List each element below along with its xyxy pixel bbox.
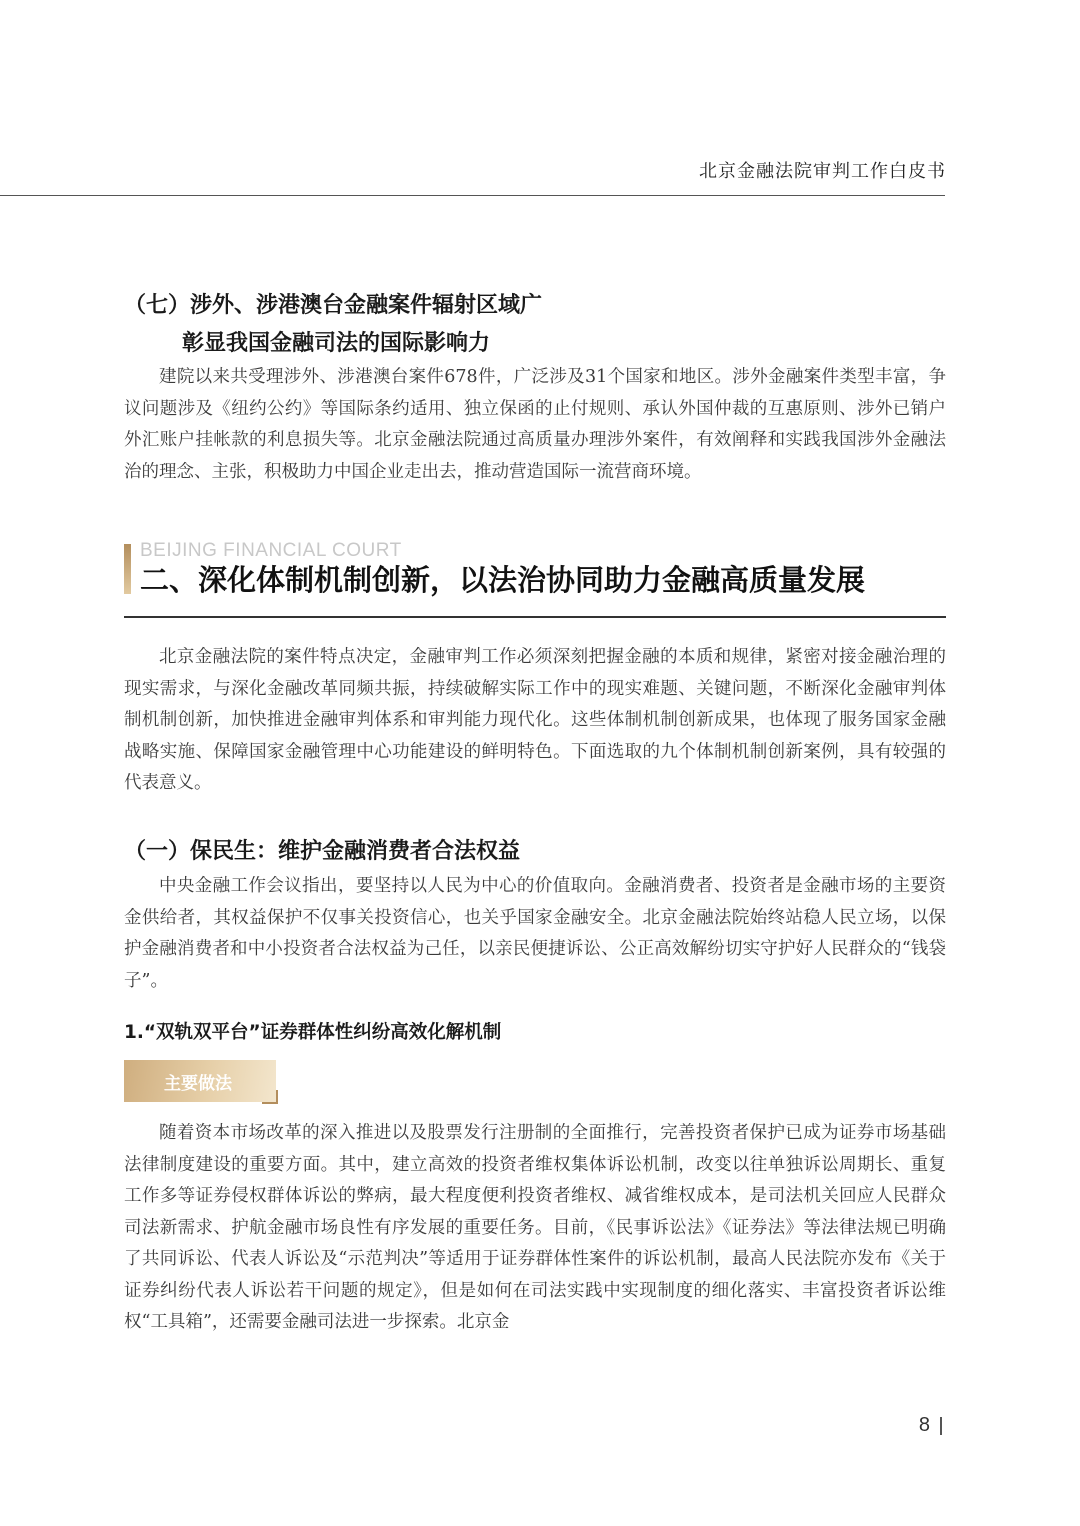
item-1-paragraph: 随着资本市场改革的深入推进以及股票发行注册制的全面推行，完善投资者保护已成为证券市场基础法律制度建设的重要方面。其中，建立高效的投资者维权集体诉讼机制，改变以往单独诉讼周期长、重复工作多等证券侵权群体诉讼的弊病，最大程度便利投资者维权、减省维权成本，是司法机关回应人民群众司法新需求、护航金融市场良性有序发展的重要任务。目前，《民事诉讼法》《证券法》等法律法规已明确了共同诉讼、代表人诉讼及“示范判决”等适用于证券群体性案件的诉讼机制，最高人民法院亦发布《关于证券纠纷代表人诉讼若干问题的规定》，但是如何在司法实践中实现制度的细化落实、丰富投资者诉讼维权“工具箱”，还需要金融司法进一步探索。北京金 <box>124 1123 946 1332</box>
section-7-paragraph: 建院以来共受理涉外、涉港澳台案件678件，广泛涉及31个国家和地区。涉外金融案件类型丰富，争议问题涉及《纽约公约》等国际条约适用、独立保函的止付规则、承认外国仲裁的互惠原则、涉外已销户外汇账户挂帐款的利息损失等。北京金融法院通过高质量办理涉外案件，有效阐释和实践我国涉外金融法治的理念、主张，积极助力中国企业走出去，推动营造国际一流营商环境。 <box>124 367 946 482</box>
tag-corner-decoration <box>262 1090 278 1104</box>
header-divider <box>0 195 945 196</box>
item-1-heading: 1.“双轨双平台”证券群体性纠纷高效化解机制 <box>124 1022 502 1043</box>
page-number-separator <box>940 1417 942 1435</box>
section-accent-bar <box>124 544 131 594</box>
section-7-heading-line-2: 彰显我国金融司法的国际影响力 <box>182 331 491 356</box>
page-number: 8 <box>918 1414 930 1436</box>
main-practice-tag-label: 主要做法 <box>164 1073 232 1094</box>
subsection-1-heading: （一）保民生：维护金融消费者合法权益 <box>124 839 521 864</box>
header-title: 北京金融法院审判工作白皮书 <box>699 161 946 182</box>
section-7-heading-line-1: （七）涉外、涉港澳台金融案件辐射区域广 <box>124 293 543 318</box>
section-2-intro: 北京金融法院的案件特点决定，金融审判工作必须深刻把握金融的本质和规律，紧密对接金融治理的现实需求，与深化金融改革同频共振，持续破解实际工作中的现实难题、关键问题，不断深化金融审判体制机制创新，加快推进金融审判体系和审判能力现代化。这些体制机制创新成果，也体现了服务国家金融战略实施、保障国家金融管理中心功能建设的鲜明特色。下面选取的九个体制机制创新案例，具有较强的代表意义。 <box>124 647 946 793</box>
subsection-1-paragraph: 中央金融工作会议指出，要坚持以人民为中心的价值取向。金融消费者、投资者是金融市场的主要资金供给者，其权益保护不仅事关投资信心，也关乎国家金融安全。北京金融法院始终站稳人民立场，以保护金融消费者和中小投资者合法权益为己任，以亲民便捷诉讼、公正高效解纷切实守护好人民群众的“钱袋子”。 <box>124 876 946 991</box>
main-practice-tag <box>124 1060 276 1102</box>
section-english-label: BEIJING FINANCIAL COURT <box>140 540 402 561</box>
section-2-title: 二、深化体制机制创新，以法治协同助力金融高质量发展 <box>140 563 866 597</box>
section-divider <box>124 616 946 618</box>
